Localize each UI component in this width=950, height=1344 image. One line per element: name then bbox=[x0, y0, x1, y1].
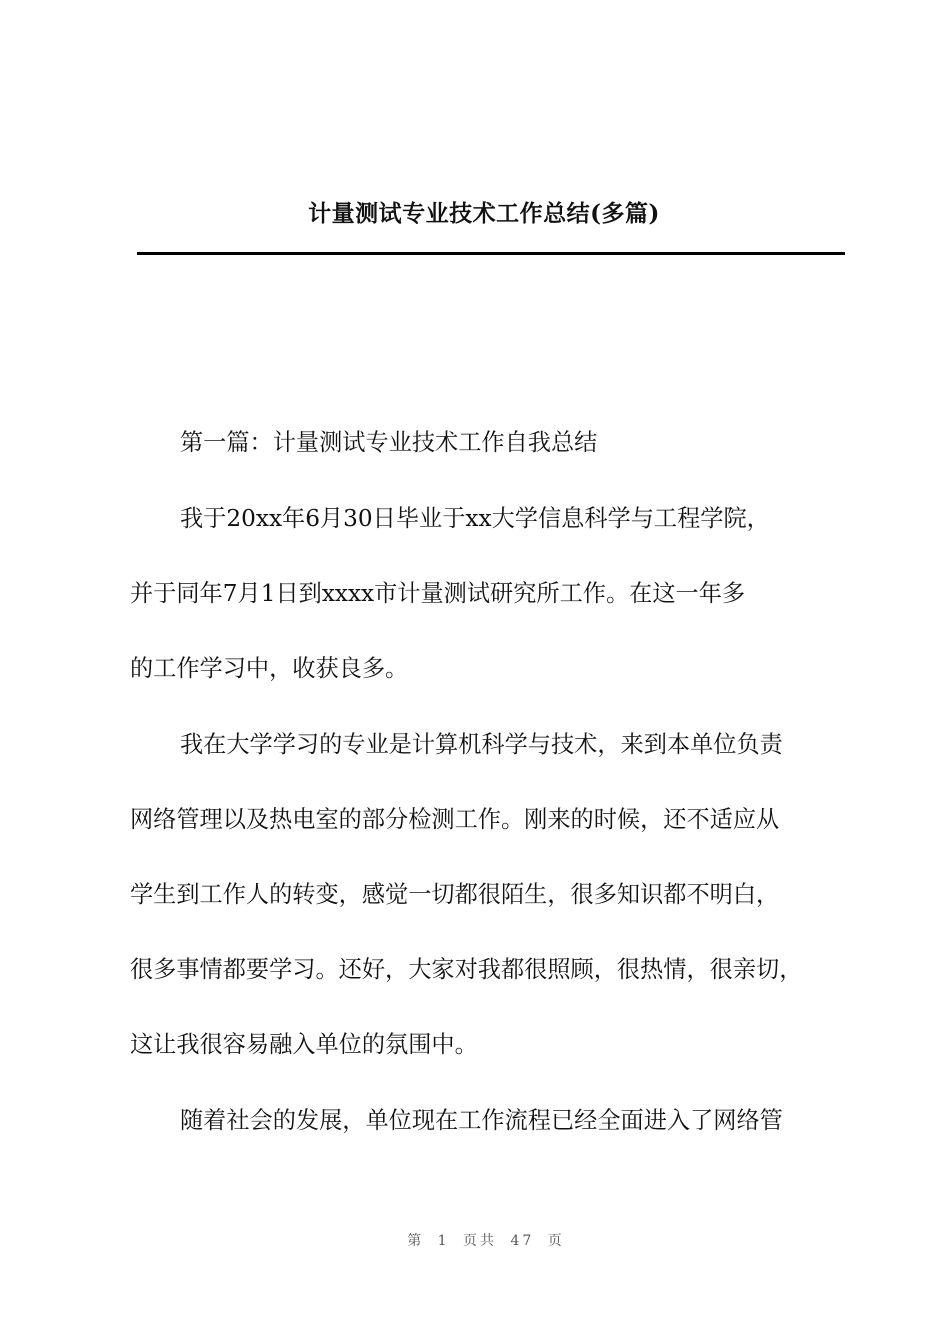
paragraph-line: 并于同年7月1日到xxxx市计量测试研究所工作。在这一年多 bbox=[130, 580, 746, 607]
paragraph-line: 这让我很容易融入单位的氛围中。 bbox=[130, 1031, 478, 1058]
page-footer: 第 1 页共 47 页 bbox=[407, 1233, 565, 1249]
paragraph-line: 网络管理以及热电室的部分检测工作。刚来的时候，还不适应从 bbox=[130, 806, 780, 833]
title-underline bbox=[137, 252, 845, 255]
paragraph-line: 学生到工作人的转变，感觉一切都很陌生，很多知识都不明白， bbox=[130, 881, 780, 908]
section-heading: 第一篇：计量测试专业技术工作自我总结 bbox=[180, 429, 598, 456]
paragraph-line: 的工作学习中，收获良多。 bbox=[130, 655, 409, 682]
paragraph-line: 随着社会的发展，单位现在工作流程已经全面进入了网络管 bbox=[180, 1107, 783, 1134]
paragraph-line: 我在大学学习的专业是计算机科学与技术，来到本单位负责 bbox=[180, 731, 783, 758]
document-title: 计量测试专业技术工作总结(多篇) bbox=[308, 200, 660, 227]
paragraph-line: 很多事情都要学习。还好，大家对我都很照顾，很热情，很亲切， bbox=[130, 956, 803, 983]
paragraph-line: 我于20xx年6月30日毕业于xx大学信息科学与工程学院， bbox=[180, 505, 770, 532]
